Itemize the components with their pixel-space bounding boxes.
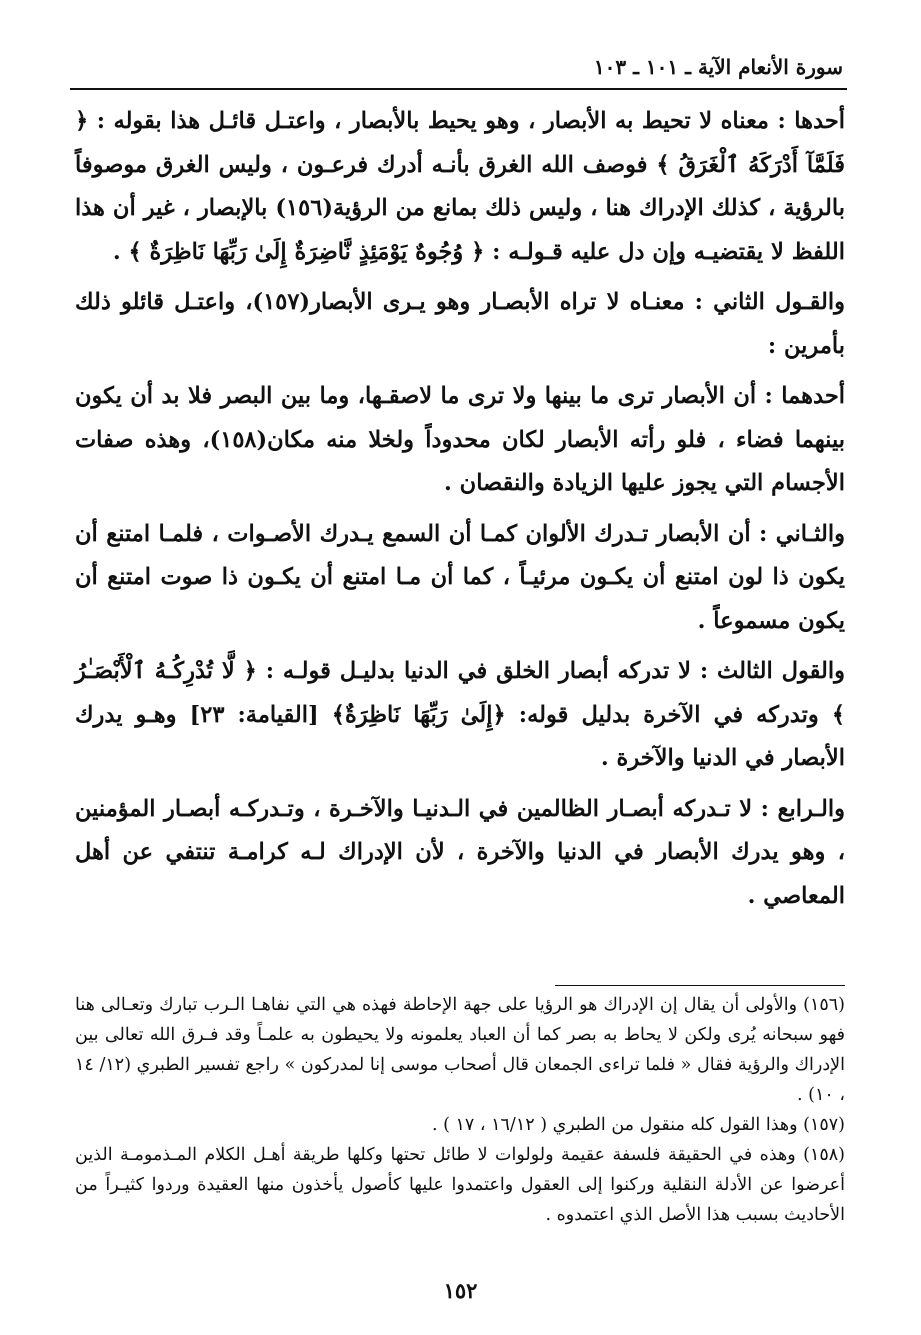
paragraph-second-argument: والثـاني : أن الأبصار تـدرك الألوان كمـا أن السمع يـدرك الأصـوات ، فلمـا امتنع أن يكون ذا لون امتنع أن يكـون مرئيـاً ، كما أن مـا امتنع أن يكـون ذا صوت امتنع أن يكون مسموعاً . (75, 520, 845, 634)
footnote-157: (١٥٧) وهذا القول كله منقول من الطبري ( ١٦/١٢ ، ١٧ ) . (432, 1115, 845, 1135)
paragraph-second-opinion: والقـول الثاني : معنـاه لا تراه الأبصـار وهو يـرى الأبصار(١٥٧)، واعتـل قائلو ذلك بأمرين : (75, 289, 845, 359)
footnote-divider (555, 985, 845, 986)
footnotes (75, 990, 845, 1230)
paragraph-fourth-opinion: والـرابع : لا تـدركه أبصـار الظالمين في الـدنيـا والآخـرة ، وتـدركـه أبصـار المؤمنين ، وهو يدرك الأبصار في الدنيا والآخرة ، لأن الإدراك لـه كرامـة تنتفي عن أهل المعاصي . (75, 795, 845, 909)
paragraph-first-opinion: أحدها : معناه لا تحيط به الأبصار ، وهو يحيط بالأبصار ، واعتـل قائـل هذا بقوله : ﴿ فَلَمَّآ أَدْرَكَهُ ٱلْغَرَقُ ﴾ فوصف الله الغرق بأنـه أدرك فرعـون ، وليس الغرق موصوفاً بالرؤية ، كذلك الإدراك هنا ، وليس ذلك بمانع من الرؤية(١٥٦) بالإبصار ، غير أن هذا اللفظ لا يقتضيـه وإن دل عليه قـولـه : ﴿ وُجُوهٌ يَوْمَئِذٍ نَّاضِرَةٌ إِلَىٰ رَبِّهَا نَاظِرَةٌ ﴾ . (75, 108, 845, 265)
paragraph-third-opinion: والقول الثالث : لا تدركه أبصار الخلق في الدنيا بدليـل قولـه : ﴿ لَّا تُدْرِكُـهُ ٱلْأَبْصَـٰرُ ﴾ وتدركه في الآخرة بدليل قوله: ﴿إِلَىٰ رَبِّهَا نَاظِرَةٌ﴾ [القيامة: ٢٣] وهـو يدرك الأبصار في الدنيا والآخرة . (75, 658, 845, 771)
paragraph-first-argument: أحدهما : أن الأبصار ترى ما بينها ولا ترى ما لاصقـها، وما بين البصر فلا بد أن يكون بينهما فضاء ، فلو رأته الأبصار لكان محدوداً ولخلا منه مكان(١٥٨)، وهذه صفات الأجسام التي يجوز عليها الزيادة والنقصان . (75, 383, 845, 496)
page-number: ١٥٢ (443, 1278, 478, 1303)
footnote-158: (١٥٨) وهذه في الحقيقة فلسفة عقيمة ولولوات لا طائل تحتها وكلها طريقة أهـل الكلام المـذمومـة الذين أعرضوا عن الأدلة النقلية وركنوا إلى العقول واعتمدوا عليها كأصول يأخذون منها العقيدة وردوا كثيـراً من الأحاديث بسبب هذا الأصل الذي اعتمدوه . (75, 1145, 845, 1225)
footnote-156: (١٥٦) والأولى أن يقال إن الإدراك هو الرؤيا على جهة الإحاطة فهذه هي التي نفاهـا الـرب تبارك وتعـالى هنا فهو سبحانه يُرى ولكن لا يحاط به بصر كما أن العباد يعلمونه ولا يحيطون به علمـاً وقد فـرق الله تعالى بين الإدراك والرؤية فقال « فلما تراءى الجمعان قال أصحاب موسى إنا لمدركون » راجع تفسير الطبري (١٢/ ١٤ ، ١٠) . (75, 995, 845, 1105)
running-header-title: سورة الأنعام الآية ـ ١٠١ ـ ١٠٣ (593, 55, 843, 79)
header-divider (70, 88, 847, 90)
main-text (75, 100, 845, 924)
